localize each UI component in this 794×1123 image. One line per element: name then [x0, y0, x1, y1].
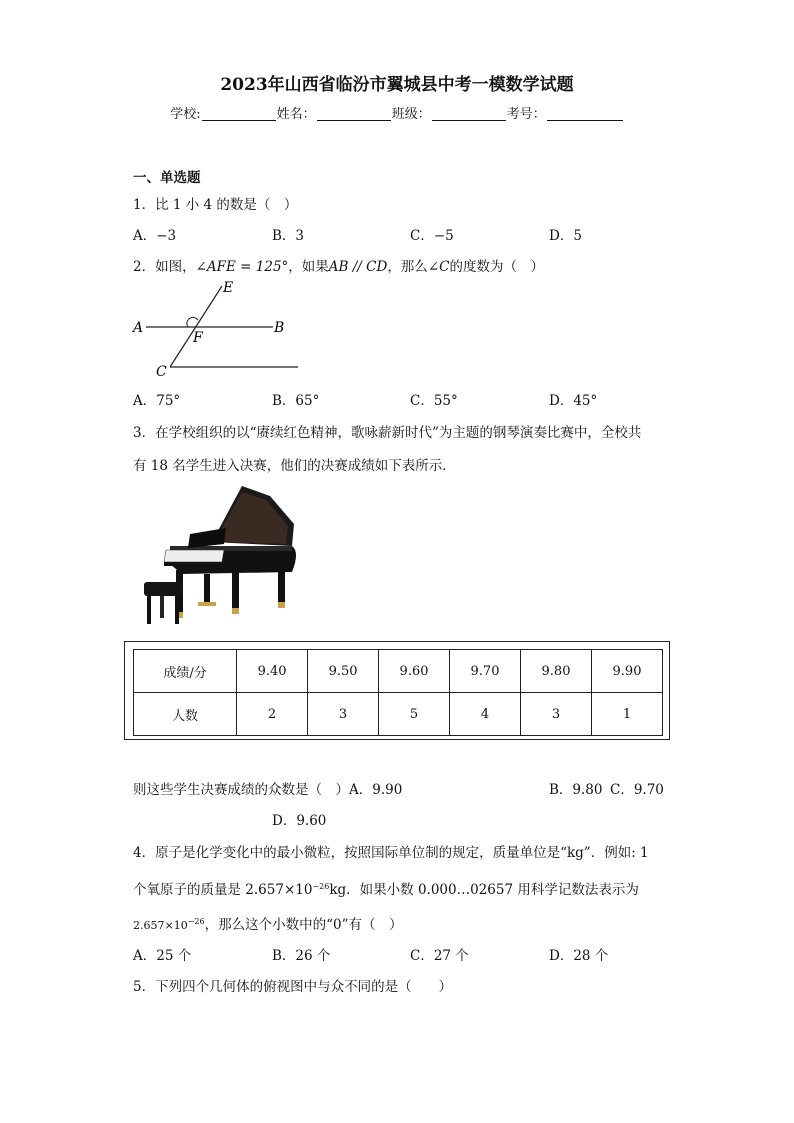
- label-f: F: [193, 330, 203, 346]
- school-blank: [202, 106, 276, 121]
- table-cell: 3: [521, 693, 592, 736]
- page-title: 2023年山西省临汾市翼城县中考一模数学试题: [220, 75, 574, 95]
- table-cell: 9.40: [237, 650, 308, 693]
- q1-option-a: A．−3: [133, 228, 177, 244]
- q2-stem-pre: 2．如图，: [133, 259, 196, 275]
- q2-option-a: A．75°: [133, 393, 181, 409]
- q3-question: 则这些学生决赛成绩的众数是（ ）A．9.90: [133, 782, 403, 798]
- table-cell: 4: [450, 693, 521, 736]
- q4-option-c: C．27 个: [410, 948, 469, 964]
- piano-image: [142, 484, 302, 626]
- q4-line3-pre: 2.657×10: [133, 919, 188, 932]
- q4-stem-line1: 4．原子是化学变化中的最小微粒，按照国际单位制的规定，质量单位是“kg”．例如: 1: [133, 845, 649, 861]
- q4-option-b: B．26 个: [272, 948, 331, 964]
- q2-angle-c: ∠C: [427, 259, 450, 275]
- table-row: [134, 650, 663, 693]
- label-b: B: [274, 320, 285, 336]
- exam-no-blank: [547, 106, 623, 121]
- q3-stem-line1: 3．在学校组织的以“赓续红色精神，歌咏薪新时代”为主题的钢琴演奏比赛中，全校共: [133, 425, 642, 441]
- q3-option-d: D．9.60: [272, 813, 327, 829]
- table-cell: 5: [379, 693, 450, 736]
- q4-line2-post: kg．如果小数 0.000…02657 用科学记数法表示为: [329, 882, 639, 898]
- q2-option-d: D．45°: [549, 393, 598, 409]
- table-row: [134, 693, 663, 736]
- q1-option-c: C．−5: [410, 228, 454, 244]
- table-cell: 9.80: [521, 650, 592, 693]
- q2-option-b: B．65°: [272, 393, 320, 409]
- table-cell: 成绩/分: [134, 650, 237, 693]
- class-label: 班级：: [391, 107, 431, 122]
- table-cell: 9.60: [379, 650, 450, 693]
- q4-option-d: D．28 个: [549, 948, 609, 964]
- q2-stem: [133, 255, 544, 275]
- q4-stem-line3: [133, 913, 403, 933]
- q2-figure: [128, 276, 308, 380]
- exam-no-label: 考号：: [506, 107, 546, 122]
- name-label: 姓名：: [276, 107, 316, 122]
- q4-line2-pre: 个氧原子的质量是 2.657×10: [133, 882, 313, 898]
- q4-option-a: A．25 个: [133, 948, 192, 964]
- table-cell: 9.90: [591, 650, 662, 693]
- class-blank: [432, 106, 506, 121]
- q2-parallel: AB // CD: [328, 259, 388, 275]
- label-a: A: [133, 320, 144, 336]
- table-cell: 1: [591, 693, 662, 736]
- q4-stem-line2: [133, 878, 639, 898]
- q3-option-c: C．9.70: [610, 782, 664, 798]
- q4-line2-exponent: −26: [312, 882, 330, 891]
- q1-stem: 1．比 1 小 4 的数是（ ）: [133, 197, 298, 213]
- school-label: 学校:: [170, 107, 201, 122]
- q5-stem: 5．下列四个几何体的俯视图中与众不同的是（ ）: [133, 979, 453, 995]
- table-cell: 3: [308, 693, 379, 736]
- q2-option-c: C．55°: [410, 393, 458, 409]
- label-e: E: [223, 280, 234, 296]
- q4-line3-post: ，那么这个小数中的“0”有（ ）: [204, 917, 403, 933]
- table-cell: 9.70: [450, 650, 521, 693]
- q2-stem-mid: ，如果: [288, 259, 329, 275]
- q2-stem-post: 的度数为（ ）: [449, 259, 544, 275]
- table-cell: 人数: [134, 693, 237, 736]
- q3-option-b: B．9.80: [549, 782, 603, 798]
- label-c: C: [156, 364, 167, 380]
- q1-option-d: D．5: [549, 228, 582, 244]
- q1-option-b: B．3: [272, 228, 305, 244]
- q2-angle-afe: ∠AFE = 125°: [195, 259, 289, 275]
- q2-stem-mid2: ，那么: [387, 259, 428, 275]
- student-info-line: [0, 103, 794, 122]
- q4-line3-exponent: −26: [187, 917, 205, 926]
- q3-stem-line2: 有 18 名学生进入决赛，他们的决赛成绩如下表所示．: [133, 458, 456, 474]
- table-cell: 9.50: [308, 650, 379, 693]
- section-heading: 一、单选题: [133, 170, 201, 186]
- name-blank: [317, 106, 391, 121]
- score-table: [133, 649, 663, 736]
- table-cell: 2: [237, 693, 308, 736]
